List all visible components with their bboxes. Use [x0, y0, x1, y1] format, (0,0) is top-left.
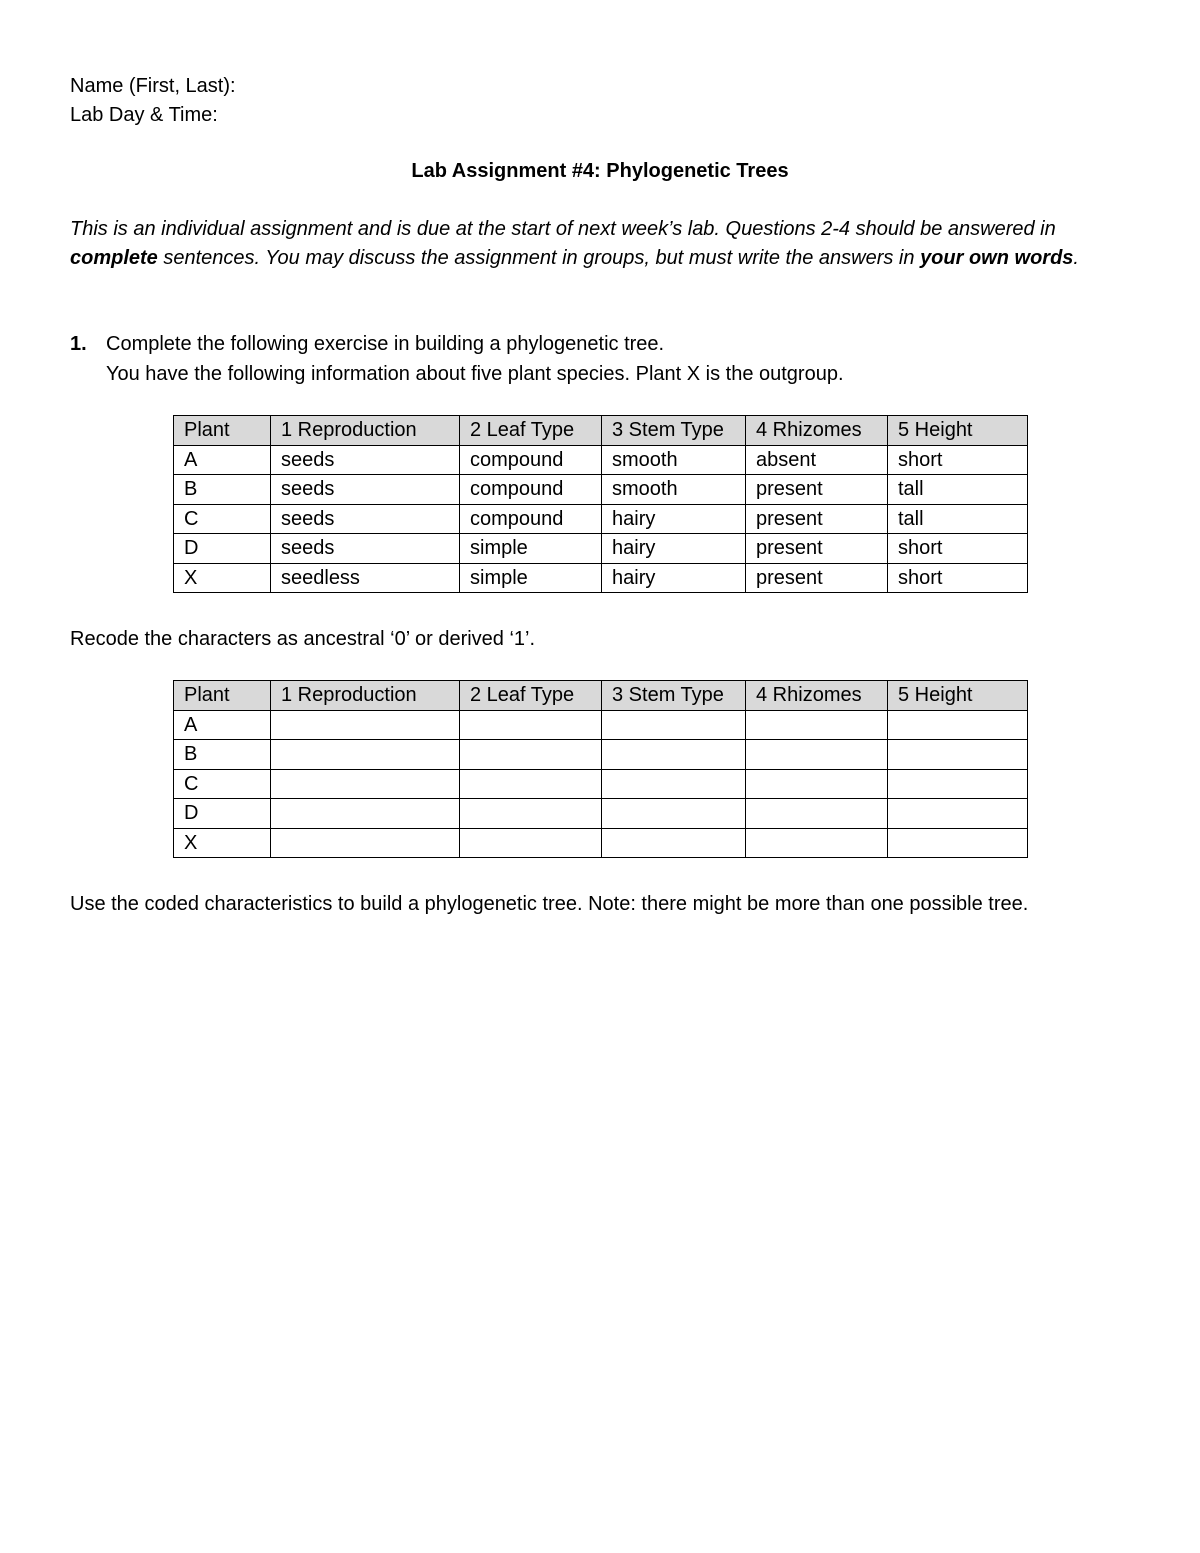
table-cell: X	[174, 828, 271, 858]
answer-cell[interactable]	[602, 740, 746, 770]
answer-cell[interactable]	[460, 710, 602, 740]
answer-cell[interactable]	[460, 799, 602, 829]
answer-cell[interactable]	[602, 710, 746, 740]
answer-cell[interactable]	[460, 740, 602, 770]
table-cell: seeds	[271, 504, 460, 534]
header-cell: 1 Reproduction	[271, 681, 460, 711]
answer-cell[interactable]	[602, 828, 746, 858]
answer-cell[interactable]	[746, 740, 888, 770]
answer-cell[interactable]	[888, 799, 1028, 829]
table-row	[174, 504, 1028, 534]
answer-cell[interactable]	[888, 828, 1028, 858]
build-tree-instruction: Use the coded characteristics to build a phylogenetic tree. Note: there might be more than one possible tree.	[70, 893, 1029, 915]
table-row	[174, 445, 1028, 475]
answer-cell[interactable]	[602, 799, 746, 829]
table-row	[174, 475, 1028, 505]
table-row	[174, 740, 1028, 770]
table-cell: A	[174, 710, 271, 740]
table-cell: short	[888, 534, 1028, 564]
table-row	[174, 710, 1028, 740]
answer-cell[interactable]	[746, 710, 888, 740]
name-label: Name (First, Last):	[70, 75, 236, 97]
table-cell: hairy	[602, 563, 746, 593]
table-row	[174, 563, 1028, 593]
table-row	[174, 769, 1028, 799]
table-header-row	[174, 681, 1028, 711]
table-cell: short	[888, 445, 1028, 475]
instructions-text-2: sentences. You may discuss the assignment in groups, but must write the answers in	[157, 247, 921, 269]
table-cell: B	[174, 740, 271, 770]
table-cell: hairy	[602, 504, 746, 534]
table-cell: D	[174, 799, 271, 829]
header-cell: 4 Rhizomes	[746, 681, 888, 711]
table-cell: hairy	[602, 534, 746, 564]
table-cell: C	[174, 504, 271, 534]
table-cell: tall	[888, 475, 1028, 505]
lab-day-time-label: Lab Day & Time:	[70, 104, 218, 126]
table-row	[174, 799, 1028, 829]
answer-cell[interactable]	[271, 710, 460, 740]
table-header-row	[174, 416, 1028, 446]
answer-cell[interactable]	[271, 828, 460, 858]
table-cell: C	[174, 769, 271, 799]
header-cell: 2 Leaf Type	[460, 681, 602, 711]
question-number: 1.	[70, 333, 87, 355]
answer-cell[interactable]	[460, 828, 602, 858]
header-cell: 5 Height	[888, 416, 1028, 446]
table-cell: short	[888, 563, 1028, 593]
table-cell: present	[746, 534, 888, 564]
page-title: Lab Assignment #4: Phylogenetic Trees	[411, 160, 789, 182]
question-text-line-1: Complete the following exercise in building a phylogenetic tree.	[106, 333, 665, 355]
table-cell: X	[174, 563, 271, 593]
instructions-bold-own-words: your own words	[920, 247, 1074, 269]
table-cell: seeds	[271, 534, 460, 564]
table-cell: present	[746, 563, 888, 593]
character-table	[173, 415, 1028, 593]
instructions-text-1: This is an individual assignment and is due at the start of next week’s lab. Questions 2-4 should be answered in	[70, 218, 1056, 240]
header-cell: Plant	[174, 681, 271, 711]
recode-instruction: Recode the characters as ancestral ‘0’ or derived ‘1’.	[70, 628, 536, 650]
table-cell: seedless	[271, 563, 460, 593]
recode-table	[173, 680, 1028, 858]
header-cell: 2 Leaf Type	[460, 416, 602, 446]
instructions-text-3: .	[1073, 247, 1079, 269]
answer-cell[interactable]	[460, 769, 602, 799]
header-cell: 5 Height	[888, 681, 1028, 711]
answer-cell[interactable]	[602, 769, 746, 799]
table-cell: smooth	[602, 475, 746, 505]
header-cell: 3 Stem Type	[602, 416, 746, 446]
header-cell: 3 Stem Type	[602, 681, 746, 711]
answer-cell[interactable]	[746, 799, 888, 829]
table-cell: simple	[460, 563, 602, 593]
answer-cell[interactable]	[746, 769, 888, 799]
answer-cell[interactable]	[888, 710, 1028, 740]
header-cell: 4 Rhizomes	[746, 416, 888, 446]
answer-cell[interactable]	[746, 828, 888, 858]
assignment-instructions	[70, 215, 1130, 273]
table-cell: smooth	[602, 445, 746, 475]
header-cell: 1 Reproduction	[271, 416, 460, 446]
table-cell: present	[746, 475, 888, 505]
answer-cell[interactable]	[271, 799, 460, 829]
table-cell: seeds	[271, 445, 460, 475]
answer-cell[interactable]	[888, 769, 1028, 799]
header-cell: Plant	[174, 416, 271, 446]
answer-cell[interactable]	[271, 769, 460, 799]
answer-cell[interactable]	[271, 740, 460, 770]
question-text-line-2: You have the following information about five plant species. Plant X is the outgroup.	[106, 363, 844, 385]
table-cell: tall	[888, 504, 1028, 534]
instructions-bold-complete: complete	[70, 247, 158, 269]
table-cell: compound	[460, 475, 602, 505]
table-cell: compound	[460, 504, 602, 534]
table-cell: absent	[746, 445, 888, 475]
table-cell: D	[174, 534, 271, 564]
table-cell: A	[174, 445, 271, 475]
table-row	[174, 828, 1028, 858]
answer-cell[interactable]	[888, 740, 1028, 770]
table-cell: seeds	[271, 475, 460, 505]
table-cell: simple	[460, 534, 602, 564]
table-cell: compound	[460, 445, 602, 475]
table-row	[174, 534, 1028, 564]
table-cell: present	[746, 504, 888, 534]
table-cell: B	[174, 475, 271, 505]
